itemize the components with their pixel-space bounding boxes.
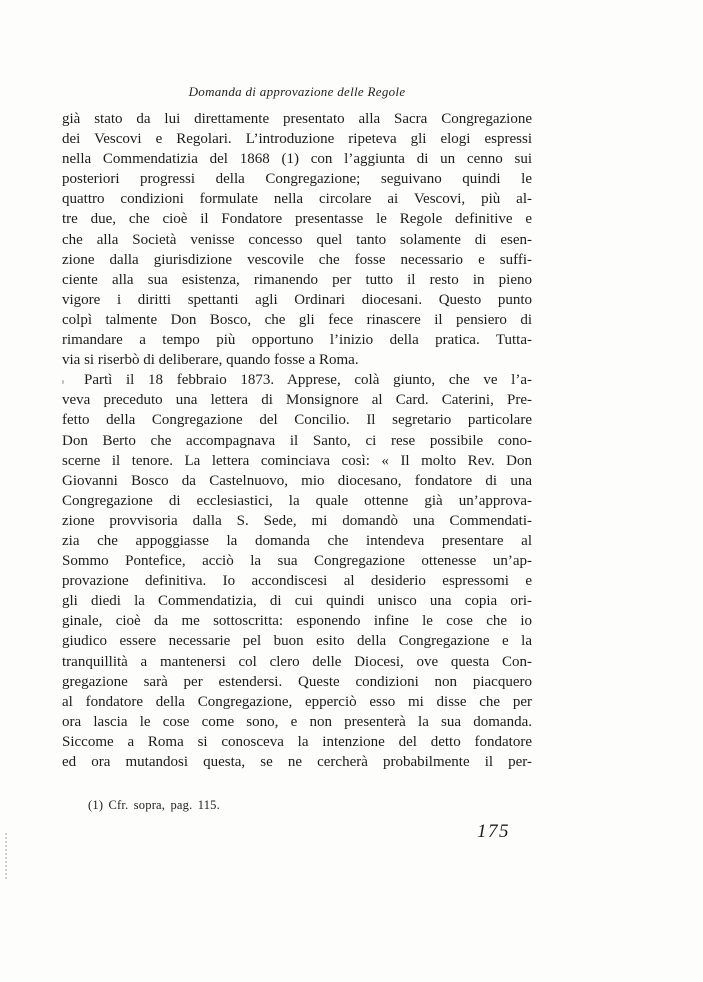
body-line: Sommo Pontefice, acciò la sua Congregazione ottenesse un’ap- <box>62 553 532 570</box>
body-line: tre due, che cioè il Fondatore presentasse le Regole definitive e <box>62 211 532 228</box>
body-line: che alla Società venisse concesso quel tanto solamente di esen- <box>62 231 532 248</box>
body-line: gli diedi la Commendatizia, di cui quindi unisco una copia ori- <box>62 593 532 610</box>
body-line: veva preceduto una lettera di Monsignore al Card. Caterini, Pre- <box>62 392 532 409</box>
footnote: (1) Cfr. sopra, pag. 115. <box>88 798 220 812</box>
body-line: nella Commendatizia del 1868 (1) con l’aggiunta di un cenno sui <box>62 151 532 168</box>
body-line: scerne il tenore. La lettera cominciava così: « Il molto Rev. Don <box>62 452 532 469</box>
body-line: Don Berto che accompagnava il Santo, ci rese possibile cono- <box>62 432 532 449</box>
page-number: 175 <box>477 821 510 842</box>
body-text <box>62 109 532 772</box>
body-line: fetto della Congregazione del Concilio. Il segretario particolare <box>62 412 532 429</box>
body-line: ed ora mutandosi questa, se ne cercherà probabilmente il per- <box>62 754 532 770</box>
body-line: zia che appoggiasse la domanda che intendeva presentare al <box>62 532 532 549</box>
body-line: Giovanni Bosco da Castelnuovo, mio diocesano, fondatore di una <box>62 472 532 489</box>
body-line: posteriori progressi della Congregazione; seguivano quindi le <box>62 171 532 188</box>
body-line: Congregazione di ecclesiastici, la quale ottenne già un’approva- <box>62 492 532 509</box>
body-line: ciente alla sua esistenza, rimanendo per tutto il resto in pieno <box>62 271 532 288</box>
body-line: colpì talmente Don Bosco, che gli fece rinascere il pensiero di <box>62 311 532 328</box>
scan-artifact-dotted-line <box>5 833 7 879</box>
body-line: zione provvisoria dalla S. Sede, mi domandò una Commendati- <box>62 512 532 529</box>
body-line: gregazione sarà per estendersi. Queste condizioni non piacquero <box>62 673 532 690</box>
body-line: zione dalla giurisdizione vescovile che fosse necessario e suffi- <box>62 251 532 268</box>
body-line: tranquillità a mantenersi col clero delle Diocesi, ove questa Con- <box>62 653 532 670</box>
body-line: vigore i diritti spettanti agli Ordinari diocesani. Questo punto <box>62 291 532 308</box>
body-line: dei Vescovi e Regolari. L’introduzione ripeteva gli elogi espressi <box>62 131 532 148</box>
body-line: già stato da lui direttamente presentato alla Sacra Congregazione <box>62 111 532 127</box>
body-line: provazione definitiva. Io accondiscesi al desiderio espressomi e <box>62 573 532 590</box>
scan-artifact-speck <box>62 380 64 384</box>
body-line: al fondatore della Congregazione, epperciò esso mi disse che per <box>62 693 532 710</box>
body-line: rimandare a tempo più opportuno l’inizio della pratica. Tutta- <box>62 332 532 349</box>
body-line: giudico essere necessarie pel buon esito della Congregazione e la <box>62 633 532 650</box>
running-header: Domanda di approvazione delle Regole <box>188 84 406 99</box>
body-line: ora lascia le cose come sono, e non presenterà la sua domanda. <box>62 713 532 730</box>
body-line: Partì il 18 febbraio 1873. Apprese, colà giunto, che ve l’a- <box>84 372 532 389</box>
body-line: quattro condizioni formulate nella circolare ai Vescovi, più al- <box>62 191 532 208</box>
body-line: ginale, cioè da me sottoscritta: esponendo infine le cose che io <box>62 613 532 630</box>
body-line: Siccome a Roma si conosceva la intenzione del detto fondatore <box>62 733 532 750</box>
body-line: via si riserbò di deliberare, quando fosse a Roma. <box>62 352 359 369</box>
